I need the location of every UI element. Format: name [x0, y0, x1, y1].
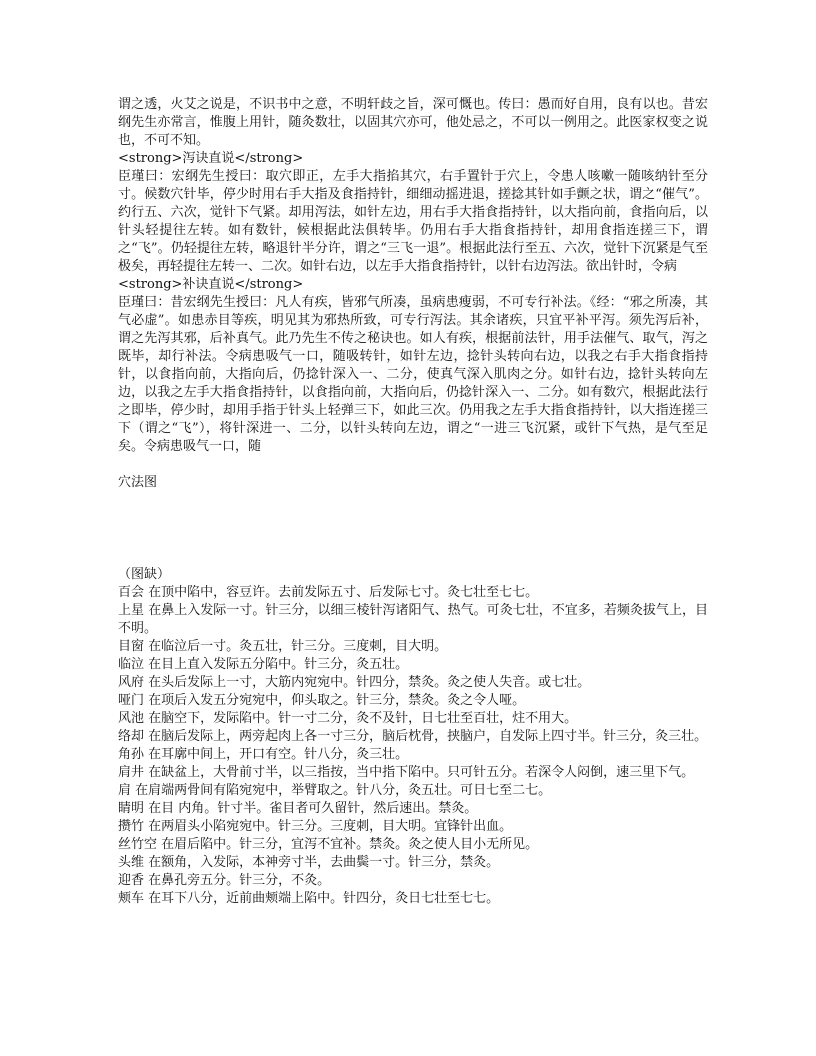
heading-xie-jue: <strong>泻诀直说</strong>	[118, 151, 304, 166]
acupoint-list	[118, 584, 708, 908]
list-item: 攒竹 在两眉头小陷宛宛中。针三分。三度刺，目大明。宜锋针出血。	[118, 819, 513, 834]
paragraph-xie-jue: 臣瑾曰：宏纲先生授曰：取穴即正，左手大指掐其穴，右手置针于穴上，令患人咳嗽一随咳纳针至分寸。候数穴针毕，停少时用右手大指及食指持针，细细动摇进退，搓捻其针如手颤之状，谓之“催气”。约行五、六次，觉针下气紧。却用泻法，如针左边，用右手大指食指持针，以大指向前，食指向后，以针头轻提往左转。如有数针，候根据此法俱转毕。仍用右手大指食指持针，却用食指连搓三下，谓之“飞”。仍轻提往左转，略退针半分许，谓之“三飞一退”。根据此法行至五、六次，觉针下沉紧是气至极矣，再轻提往左转一、二次。如针右边，以左手大指食指持针，以针右边泻法。欲出针时，令病	[118, 169, 708, 274]
figure-missing-note: （图缺）	[118, 567, 171, 582]
list-item: 风池 在脑空下，发际陷中。针一寸二分，灸不及针，日七壮至百壮，炷不用大。	[118, 711, 578, 726]
list-item: 百会 在顶中陷中，容豆许。去前发际五寸、后发际七寸。灸七壮至七七。	[118, 585, 539, 600]
section-title: 穴法图	[118, 475, 158, 490]
list-item: 上星 在鼻上入发际一寸。针三分，以细三棱针泻诸阳气、热气。可灸七壮，不宜多，若频灸拔气上，目不明。	[118, 603, 708, 636]
list-item: 哑门 在项后入发五分宛宛中，仰头取之。针三分，禁灸。灸之令人哑。	[118, 693, 526, 708]
list-item: 络却 在脑后发际上，两旁起肉上各一寸三分，脑后枕骨，挟脑户，自发际上四寸半。针三分，灸三壮。	[118, 729, 708, 744]
list-item: 肩 在肩端两骨间有陷宛宛中，举臂取之。针八分，灸五壮。可日七至二七。	[118, 783, 552, 798]
list-item: 迎香 在鼻孔旁五分。针三分，不灸。	[118, 873, 331, 888]
paragraph-intro: 谓之透，火艾之说是，不识书中之意，不明轩歧之旨，深可慨也。传曰：愚而好自用，良有以也。昔宏纲先生亦常言，惟腹上用针，随灸数壮，以固其穴亦可，他处忌之，不可以一例用之。此医家权变之说也，不可不知。	[118, 97, 708, 148]
list-item: 风府 在头后发际上一寸，大筋内宛宛中。针四分，禁灸。灸之使人失音。或七壮。	[118, 675, 591, 690]
list-item: 肩井 在缺盆上，大骨前寸半，以三指按，当中指下陷中。只可针五分。若深令人闷倒，速三里下气。	[118, 765, 695, 780]
list-item: 颊车 在耳下八分，近前曲颊端上陷中。针四分，灸日七壮至七七。	[118, 891, 500, 906]
list-item: 临泣 在目上直入发际五分陷中。针三分，灸五壮。	[118, 657, 409, 672]
list-item: 角孙 在耳廓中间上，开口有空。针八分，灸三壮。	[118, 747, 409, 762]
list-item: 头维 在额角，入发际，本神旁寸半，去曲鬓一寸。针三分，禁灸。	[118, 855, 500, 870]
list-item: 目窗 在临泣后一寸。灸五壮，针三分。三度刺，目大明。	[118, 639, 448, 654]
list-item: 丝竹空 在眉后陷中。针三分，宜泻不宜补。禁灸。灸之使人目小无所见。	[118, 837, 539, 852]
heading-bu-jue: <strong>补诀直说</strong>	[118, 277, 304, 292]
missing-figure-area	[118, 492, 708, 566]
document-page	[118, 96, 708, 908]
paragraph-bu-jue: 臣瑾曰：昔宏纲先生授曰：凡人有疾，皆邪气所凑，虽病患瘦弱，不可专行补法。《经：“邪之所凑，其气必虚”。如患赤目等疾，明见其为邪热所致，可专行泻法。其余诸疾，只宜平补平泻。须先泻后补，谓之先泻其邪，后补真气。此乃先生不传之秘诀也。如人有疾，根据前法针，用手法催气、取气，泻之既毕，却行补法。令病患吸气一口，随吸转针，如针左边，捻针头转向右边，以我之右手大指食指持针，以食指向前，大指向后，仍捻针深入一、二分，使真气深入肌肉之分。如针右边，捻针头转向左边，以我之左手大指食指持针，以食指向前，大指向后，仍捻针深入一、二分。如有数穴，根据此法行之即毕，停少时，却用手指于针头上轻弹三下，如此三次。仍用我之左手大指食指持针，以大指连搓三下（谓之“飞”），将针深进一、二分，以针头转向左边，谓之“一进三飞沉紧，或针下气热，是气至足矣。令病患吸气一口，随	[118, 295, 708, 454]
list-item: 睛明 在目 内角。针寸半。雀目者可久留针，然后速出。禁灸。	[118, 801, 478, 816]
